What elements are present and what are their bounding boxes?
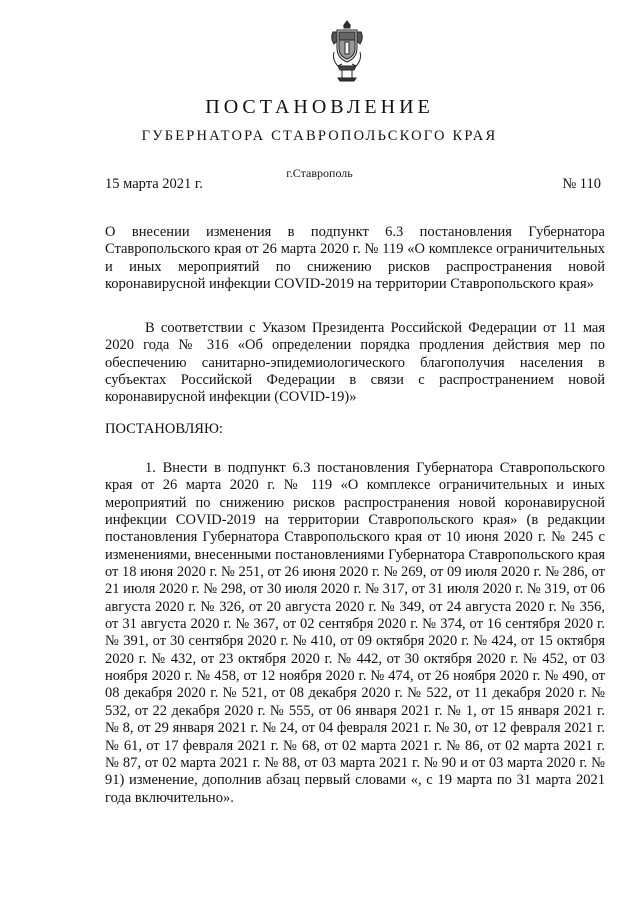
document-title: ПОСТАНОВЛЕНИЕ [205,96,434,118]
document-subject: О внесении изменения в подпункт 6.3 постановления Губернатора Ставропольского края от 26 марта 2020 г. № 119 «О комплексе ограничительных и иных мероприятий по снижению рисков распространения новой коронавирусной инфекции COVID-2019 на территории Ставропольского края» [105,224,605,292]
issue-date: 15 марта 2021 г. [105,176,203,192]
point-1-paragraph: 1. Внести в подпункт 6.3 постановления Губернатора Ставропольского края от 26 марта 2020 г. № 119 «О комплексе ограничительных и иных мероприятий по снижению рисков распространения новой коронавирусной инфекции COVID-2019 на территории Ставропольского края» (в редакции постановления Губернатора Ставропольского края от 10 июня 2020 г. № 245 с изменениями, внесенными постановлениями Губернатора Ставропольского края от 18 июня 2020 г. № 251, от 26 июня 2020 г. № 269, от 09 июля 2020 г. № 286, от 21 июля 2020 г. № 298, от 30 июля 2020 г. № 317, от 31 июля 2020 г. № 319, от 06 августа 2020 г. № 326, от 20 августа 2020 г. № 349, от 24 августа 2020 г. № 356, от 31 августа 2020 г. № 367, от 02 сентября 2020 г. № 374, от 16 сентября 2020 г. № 391, от 30 сентября 2020 г. № 410, от 09 октября 2020 г. № 424, от 15 октября 2020 г. № 432, от 23 октября 2020 г. № 442, от 30 октября 2020 г. № 452, от 03 ноября 2020 г. № 458, от 12 ноября 2020 г. № 474, от 26 ноября 2020 г. № 490, от 08 декабря 2020 г. № 521, от 08 декабря 2020 г. № 522, от 11 декабря 2020 г. № 532, от 22 декабря 2020 г. № 555, от 06 января 2021 г. № 1, от 15 января 2021 г. № 8, от 29 января 2021 г. № 24, от 04 февраля 2021 г. № 30, от 12 февраля 2021 г. № 61, от 17 февраля 2021 г. № 68, от 02 марта 2021 г. № 86, от 02 марта 2021 г. № 87, от 02 марта 2021 г. № 88, от 03 марта 2021 г. № 90 и от 03 марта 2020 г. № 91) изменение, дополнив абзац первый словами «, с 19 марта по 31 марта 2021 года включительно». [105,460,605,806]
preamble-paragraph: В соответствии с Указом Президента Российской Федерации от 11 мая 2020 года № 316 «Об определении порядка продления действия мер по обеспечению санитарно-эпидемиологического благополучия населения в субъектах Российской Федерации в связи с распространением новой коронавирусной инфекции (COVID-19)» [105,320,605,406]
issuer-subtitle: ГУБЕРНАТОРА СТАВРОПОЛЬСКОГО КРАЯ [141,128,498,144]
issue-city: г.Ставрополь [286,166,353,180]
decree-heading: ПОСТАНОВЛЯЮ: [105,421,223,437]
coat-of-arms-emblem [328,18,366,84]
document-number: № 110 [562,176,601,192]
